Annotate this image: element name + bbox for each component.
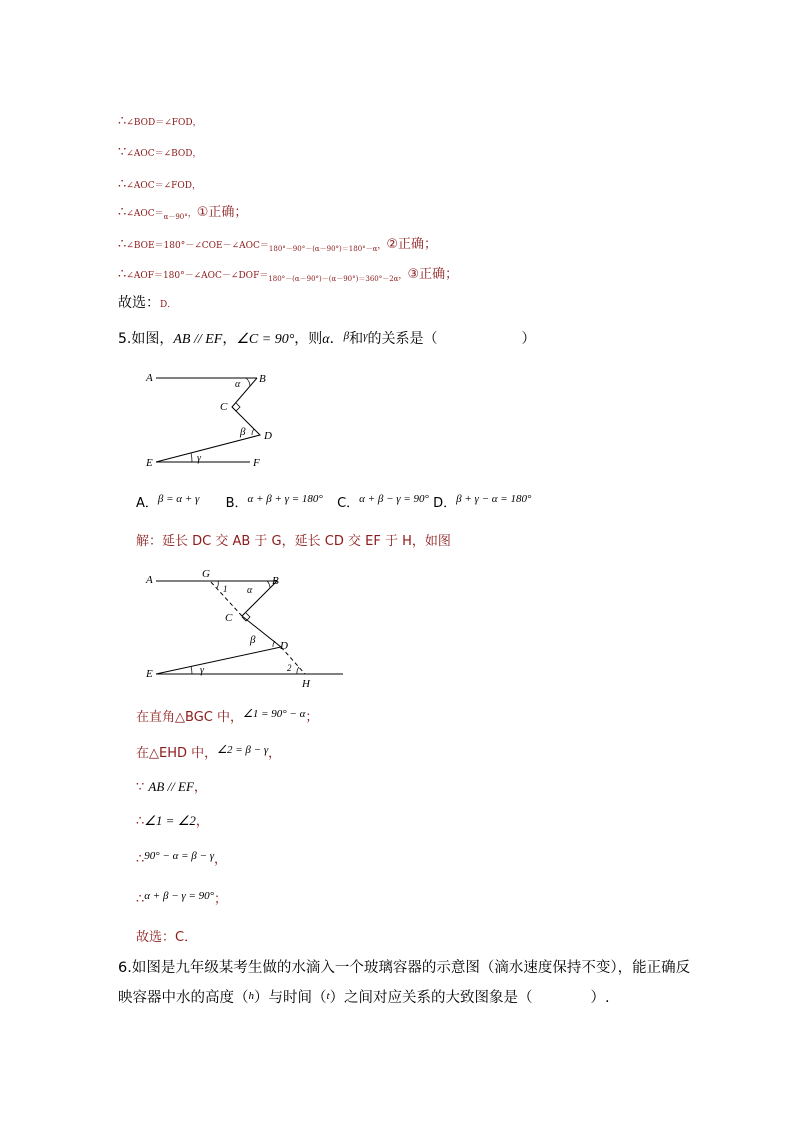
point-d: D: [264, 430, 272, 442]
q5-solution-intro: 解：延长 DC 交 AB 于 G，延长 CD 交 EF 于 H，如图: [136, 534, 451, 549]
point-e: E: [146, 457, 153, 469]
point-c: C: [220, 401, 228, 413]
solution-step: ∴$^{\alpha + \beta - \gamma = 90^\circ}$；: [136, 890, 228, 907]
solution-line: ∴∠AOC＝α－90°，①正确；: [118, 205, 248, 221]
q5-figure: [140, 365, 280, 475]
angle-alpha: α: [235, 379, 241, 390]
angle-beta: β: [240, 426, 246, 438]
solution-step: ∴$^{90^\circ - \alpha = \beta - \gamma}$，: [136, 850, 228, 867]
solution-line: ∴∠BOE＝180°－∠COE－∠AOC＝180°－90°－(α－90°)＝180°－α，②正确；: [118, 237, 438, 253]
point-e: E: [146, 668, 153, 680]
point-g: G: [202, 568, 210, 580]
angle-1: 1: [223, 584, 228, 594]
solution-step: 在△EHD 中，$^{\angle 2 = \beta - \gamma}$，: [136, 744, 282, 761]
q4-answer: 故选：D．: [118, 295, 177, 311]
point-f: F: [253, 457, 260, 469]
solution-step: ∵ AB // EF，: [136, 779, 207, 795]
q5-stem: 5.如图，AB // EF，∠C = 90°，则α．$^\beta$和$^\gamma$的关系是（ ）: [118, 330, 536, 347]
point-b: B: [272, 575, 279, 587]
option-c[interactable]: C．$^{\alpha + \beta - \gamma = 90^\circ}$: [337, 493, 429, 511]
point-a: A: [146, 574, 153, 586]
solution-line: ∴∠AOC＝∠FOD，: [118, 177, 201, 192]
angle-gamma: γ: [197, 453, 201, 464]
solution-line: ∵∠AOC＝∠BOD，: [118, 145, 202, 160]
q5-solution-figure: [140, 565, 350, 695]
solution-step: 在直角△BGC 中，$^{\angle 1 = 90^\circ - \alpha}$；: [136, 708, 319, 725]
angle-alpha: α: [247, 585, 253, 596]
point-h: H: [302, 678, 310, 690]
q5-answer: 故选：C．: [136, 930, 198, 945]
angle-gamma: γ: [200, 665, 204, 676]
q5-options: [136, 492, 531, 511]
point-b: B: [259, 373, 266, 385]
point-d: D: [280, 640, 288, 652]
angle-2: 2: [287, 663, 292, 673]
option-b[interactable]: B．$^{\alpha + \beta + \gamma = 180^\circ}$: [225, 493, 323, 511]
point-a: A: [146, 372, 153, 384]
solution-line: ∴∠BOD＝∠FOD，: [118, 114, 202, 129]
angle-beta: β: [250, 634, 256, 646]
point-c: C: [225, 612, 233, 624]
option-d[interactable]: D．$^{\beta + \gamma - \alpha = 180^\circ}$: [433, 493, 532, 511]
q6-stem-line2: 映容器中水的高度（$^h$）与时间（$^t$）之间对应关系的大致图象是（ ）.: [118, 990, 610, 1006]
solution-step: ∴∠1 = ∠2，: [136, 813, 209, 829]
q6-stem-line1: 6.如图是九年级某考生做的水滴入一个玻璃容器的示意图（滴水速度保持不变），能正确反: [118, 960, 691, 976]
option-a[interactable]: A．$^{\beta = \alpha + \gamma}$: [136, 493, 200, 511]
solution-line: ∴∠AOF＝180°－∠AOC－∠DOF＝180°－(α－90°)－(α－90°)＝360°－2α，③正确；: [118, 267, 459, 283]
